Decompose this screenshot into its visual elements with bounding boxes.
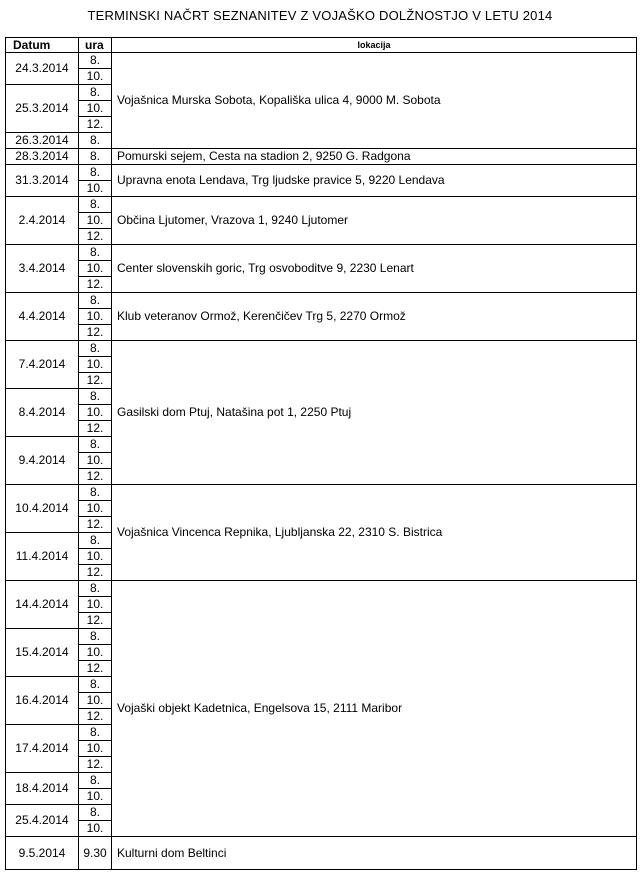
date-cell: 28.3.2014	[6, 149, 79, 165]
location-cell: Center slovenskih goric, Trg osvoboditve 9, 2230 Lenart	[112, 245, 637, 293]
time-cell: 8.	[79, 773, 112, 789]
date-cell: 9.4.2014	[6, 437, 79, 485]
time-cell: 10.	[79, 405, 112, 421]
time-cell: 12.	[79, 229, 112, 245]
time-cell: 8.	[79, 197, 112, 213]
time-cell: 8.	[79, 293, 112, 309]
time-cell: 12.	[79, 565, 112, 581]
time-cell: 8.	[79, 805, 112, 821]
time-cell: 10.	[79, 69, 112, 85]
table-row	[6, 53, 637, 69]
time-cell: 8.	[79, 725, 112, 741]
header-lokacija: lokacija	[112, 38, 637, 53]
date-cell: 31.3.2014	[6, 165, 79, 197]
location-cell: Gasilski dom Ptuj, Natašina pot 1, 2250 Ptuj	[112, 341, 637, 485]
header-datum: Datum	[6, 38, 79, 53]
location-cell: Pomurski sejem, Cesta na stadion 2, 9250 G. Radgona	[112, 149, 637, 165]
time-cell: 10.	[79, 213, 112, 229]
time-cell: 10.	[79, 181, 112, 197]
date-cell: 10.4.2014	[6, 485, 79, 533]
time-cell: 8.	[79, 485, 112, 501]
date-cell: 9.5.2014	[6, 837, 79, 870]
time-cell: 10.	[79, 741, 112, 757]
location-cell: Klub veteranov Ormož, Kerenčičev Trg 5, 2270 Ormož	[112, 293, 637, 341]
date-cell: 2.4.2014	[6, 197, 79, 245]
date-cell: 26.3.2014	[6, 133, 79, 149]
time-cell: 8.	[79, 629, 112, 645]
time-cell: 12.	[79, 517, 112, 533]
table-row	[6, 165, 637, 181]
time-cell: 8.	[79, 581, 112, 597]
schedule-body	[6, 53, 637, 870]
table-row	[6, 149, 637, 165]
date-cell: 11.4.2014	[6, 533, 79, 581]
location-cell: Upravna enota Lendava, Trg ljudske pravice 5, 9220 Lendava	[112, 165, 637, 197]
time-cell: 10.	[79, 693, 112, 709]
date-cell: 15.4.2014	[6, 629, 79, 677]
location-cell: Kulturni dom Beltinci	[112, 837, 637, 870]
date-cell: 24.3.2014	[6, 53, 79, 85]
table-row	[6, 485, 637, 501]
time-cell: 12.	[79, 421, 112, 437]
time-cell: 10.	[79, 453, 112, 469]
table-row	[6, 837, 637, 870]
time-cell: 10.	[79, 821, 112, 837]
date-cell: 3.4.2014	[6, 245, 79, 293]
time-cell: 8.	[79, 133, 112, 149]
table-row	[6, 245, 637, 261]
table-row	[6, 197, 637, 213]
time-cell: 12.	[79, 469, 112, 485]
time-cell: 10.	[79, 549, 112, 565]
time-cell: 10.	[79, 645, 112, 661]
time-cell: 12.	[79, 373, 112, 389]
date-cell: 16.4.2014	[6, 677, 79, 725]
time-cell: 12.	[79, 325, 112, 341]
date-cell: 7.4.2014	[6, 341, 79, 389]
table-row	[6, 293, 637, 309]
location-cell: Vojašnica Murska Sobota, Kopališka ulica 4, 9000 M. Sobota	[112, 53, 637, 149]
schedule-table	[5, 37, 637, 870]
page-title: TERMINSKI NAČRT SEZNANITEV Z VOJAŠKO DOLŽNOSTJO V LETU 2014	[87, 8, 553, 23]
location-cell: Občina Ljutomer, Vrazova 1, 9240 Ljutomer	[112, 197, 637, 245]
time-cell: 12.	[79, 277, 112, 293]
date-cell: 25.4.2014	[6, 805, 79, 837]
time-cell: 8.	[79, 245, 112, 261]
time-cell: 10.	[79, 501, 112, 517]
date-cell: 18.4.2014	[6, 773, 79, 805]
time-cell: 8.	[79, 389, 112, 405]
time-cell: 10.	[79, 309, 112, 325]
location-cell: Vojašnica Vincenca Repnika, Ljubljanska 22, 2310 S. Bistrica	[112, 485, 637, 581]
time-cell: 9.30	[79, 837, 112, 870]
time-cell: 10.	[79, 101, 112, 117]
time-cell: 8.	[79, 341, 112, 357]
date-cell: 4.4.2014	[6, 293, 79, 341]
time-cell: 8.	[79, 85, 112, 101]
time-cell: 8.	[79, 677, 112, 693]
time-cell: 8.	[79, 53, 112, 69]
date-cell: 8.4.2014	[6, 389, 79, 437]
time-cell: 10.	[79, 789, 112, 805]
time-cell: 8.	[79, 149, 112, 165]
time-cell: 12.	[79, 709, 112, 725]
table-row	[6, 341, 637, 357]
time-cell: 12.	[79, 613, 112, 629]
time-cell: 10.	[79, 261, 112, 277]
time-cell: 8.	[79, 533, 112, 549]
time-cell: 8.	[79, 437, 112, 453]
time-cell: 12.	[79, 117, 112, 133]
time-cell: 12.	[79, 757, 112, 773]
time-cell: 10.	[79, 597, 112, 613]
time-cell: 8.	[79, 165, 112, 181]
location-cell: Vojaški objekt Kadetnica, Engelsova 15, 2111 Maribor	[112, 581, 637, 837]
header-ura: ura	[79, 38, 112, 53]
date-cell: 25.3.2014	[6, 85, 79, 133]
time-cell: 10.	[79, 357, 112, 373]
date-cell: 14.4.2014	[6, 581, 79, 629]
header-row	[6, 38, 637, 53]
date-cell: 17.4.2014	[6, 725, 79, 773]
time-cell: 12.	[79, 661, 112, 677]
table-row	[6, 581, 637, 597]
